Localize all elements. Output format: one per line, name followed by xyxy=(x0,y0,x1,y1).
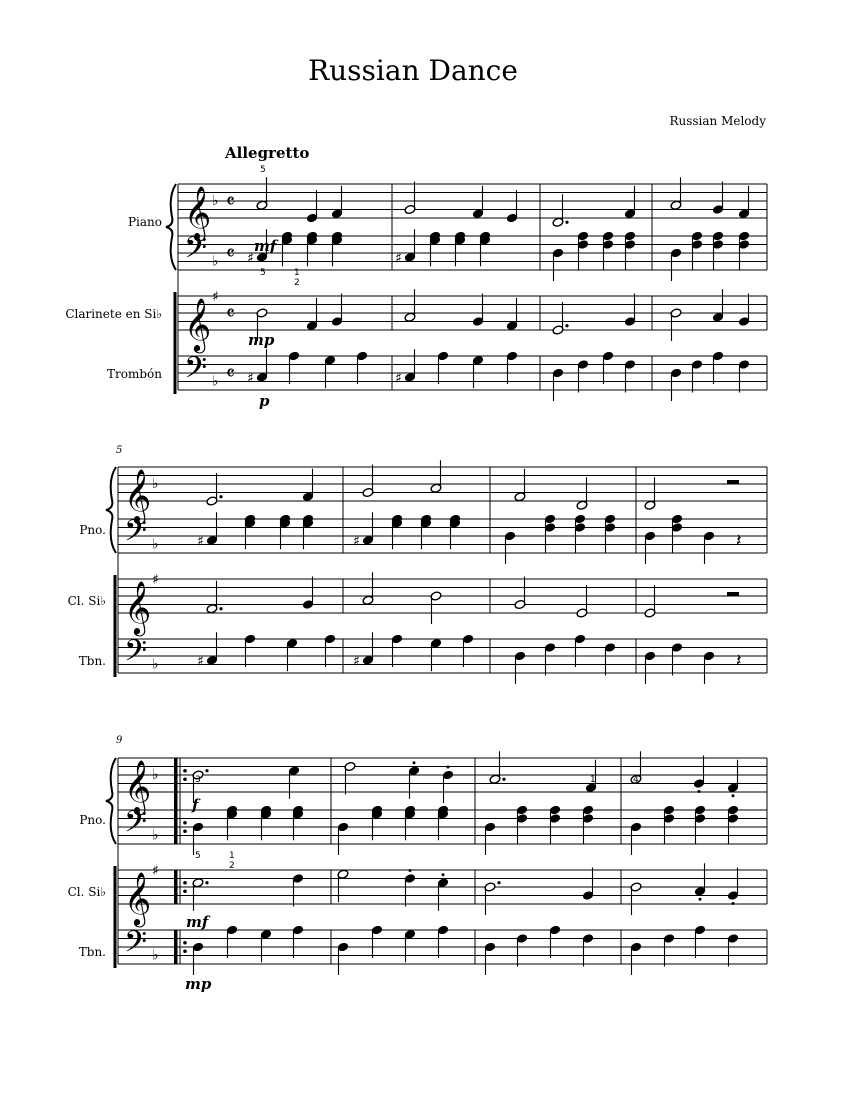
repeat-dot xyxy=(183,949,187,953)
instrument-label-trombone-short: Tbn. xyxy=(78,945,106,959)
fingering: 2 xyxy=(229,861,235,871)
common-time-icon: 𝄴 xyxy=(226,189,235,213)
repeat-dot xyxy=(183,889,187,893)
instrument-label-piano: Piano xyxy=(127,215,162,229)
repeat-thick-barline xyxy=(174,758,178,844)
dynamic-trombone: mp xyxy=(185,975,212,993)
dotted-note-dot xyxy=(502,778,505,781)
measure-number: 5 xyxy=(116,445,123,456)
piano-brace xyxy=(166,184,176,270)
repeat-dot xyxy=(183,941,187,945)
instrument-label-piano-short: Pno. xyxy=(79,813,106,827)
staccato-dot xyxy=(732,902,735,905)
dynamic-clarinet: mp xyxy=(248,331,275,349)
flat-icon: ♭ xyxy=(152,656,159,673)
treble-clef-icon: 𝄞 xyxy=(124,871,152,925)
half-rest-icon xyxy=(727,592,739,596)
sharp-icon: ♯ xyxy=(197,533,204,550)
dynamic-piano: f xyxy=(192,796,199,814)
measure-number: 9 xyxy=(116,735,123,746)
dotted-note-dot xyxy=(205,769,208,772)
sharp-icon: ♯ xyxy=(353,653,360,670)
repeat-dot xyxy=(183,777,187,781)
score-title: Russian Dance xyxy=(308,54,518,87)
tempo-marking: Allegretto xyxy=(225,144,310,162)
common-time-icon: 𝄴 xyxy=(226,301,235,325)
repeat-thick-barline xyxy=(174,870,178,904)
flat-icon: ♭ xyxy=(152,827,159,844)
flat-icon: ♭ xyxy=(212,373,219,390)
bass-clef-icon: 𝄢 xyxy=(184,351,208,393)
fingering: 3 xyxy=(195,775,201,785)
bass-clef-icon: 𝄢 xyxy=(124,634,148,676)
dynamic-clarinet: mf xyxy=(186,913,209,931)
dotted-note-dot xyxy=(565,324,568,327)
sharp-icon: ♯ xyxy=(152,863,159,879)
bass-clef-icon: 𝄢 xyxy=(124,925,148,967)
sharp-icon: ♯ xyxy=(152,572,159,588)
fingerings xyxy=(195,165,639,871)
flat-icon: ♭ xyxy=(152,767,159,783)
common-time-icon: 𝄴 xyxy=(226,241,235,265)
sharp-icon: ♯ xyxy=(247,250,254,267)
staccato-dot xyxy=(442,873,445,876)
treble-clef-icon: 𝄞 xyxy=(124,759,152,813)
sharp-icon: ♯ xyxy=(247,370,254,387)
bass-clef-icon: 𝄢 xyxy=(124,805,148,847)
fingering: 1 xyxy=(294,268,300,278)
repeat-dot xyxy=(183,769,187,773)
system-brackets xyxy=(106,184,176,968)
fingering: 2 xyxy=(294,278,300,288)
staccato-dot xyxy=(698,790,701,793)
treble-clef-icon: 𝄞 xyxy=(184,297,212,351)
instrument-label-piano-short: Pno. xyxy=(79,523,106,537)
sharp-icon: ♯ xyxy=(395,370,402,387)
piano-brace xyxy=(106,758,116,844)
sharp-icon: ♯ xyxy=(395,250,402,267)
staccato-dot xyxy=(732,794,735,797)
repeat-dot xyxy=(183,821,187,825)
quarter-rest-icon: 𝄽 xyxy=(736,530,742,552)
repeat-thick-barline xyxy=(174,930,178,964)
treble-clef-icon: 𝄞 xyxy=(184,185,212,239)
bass-clef-icon: 𝄢 xyxy=(184,231,208,273)
repeat-dot xyxy=(183,829,187,833)
staccato-dot xyxy=(413,761,416,764)
fingering: 5 xyxy=(260,268,266,278)
clefs xyxy=(124,185,211,967)
common-time-icon: 𝄴 xyxy=(226,361,235,385)
notes xyxy=(192,177,750,975)
dotted-note-dot xyxy=(497,881,500,884)
sharp-icon: ♯ xyxy=(197,653,204,670)
sharp-icon: ♯ xyxy=(212,289,219,305)
instrument-label-clarinet: Clarinete en Si♭ xyxy=(65,307,162,321)
instrument-label-clarinet-short: Cl. Si♭ xyxy=(67,594,106,608)
dotted-note-dot xyxy=(565,221,568,224)
instrument-label-trombone: Trombón xyxy=(107,367,162,381)
instrument-label-clarinet-short: Cl. Si♭ xyxy=(67,885,106,899)
fingering: 5 xyxy=(260,165,266,175)
fingering: 1 xyxy=(590,775,596,785)
flat-icon: ♭ xyxy=(212,253,219,270)
sharp-icon: ♯ xyxy=(353,533,360,550)
composer-credit: Russian Melody xyxy=(669,114,766,128)
dotted-note-dot xyxy=(205,881,208,884)
flat-icon: ♭ xyxy=(152,476,159,492)
dotted-note-dot xyxy=(219,607,222,610)
dotted-note-dot xyxy=(219,495,222,498)
fingering: 1 xyxy=(229,851,235,861)
instrument-label-trombone-short: Tbn. xyxy=(78,654,106,668)
flat-icon: ♭ xyxy=(212,193,219,209)
half-rest-icon xyxy=(727,480,739,484)
quarter-rest-icon: 𝄽 xyxy=(736,650,742,672)
flat-icon: ♭ xyxy=(152,536,159,553)
treble-clef-icon: 𝄞 xyxy=(124,468,152,522)
repeat-dot xyxy=(183,881,187,885)
staccato-dot xyxy=(447,766,450,769)
dynamic-trombone: p xyxy=(259,392,270,410)
staccato-dot xyxy=(409,869,412,872)
bass-clef-icon: 𝄢 xyxy=(124,514,148,556)
staccato-dot xyxy=(699,898,702,901)
piano-brace xyxy=(106,467,116,553)
fingering: 5 xyxy=(195,851,201,861)
dynamic-piano: mf xyxy=(254,237,277,255)
fingering: 4 xyxy=(633,775,639,785)
flat-icon: ♭ xyxy=(152,947,159,964)
treble-clef-icon: 𝄞 xyxy=(124,580,152,634)
